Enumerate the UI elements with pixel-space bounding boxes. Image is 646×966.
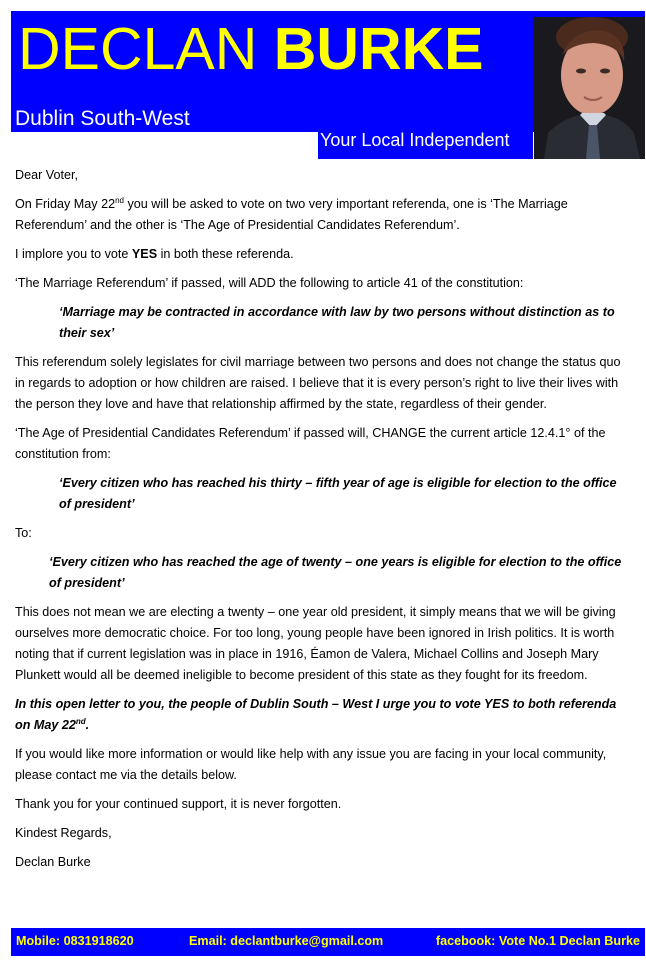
intro-sup: nd bbox=[115, 195, 124, 205]
paragraph-contact: If you would like more information or would like help with any issue you are facing in your local community, please contact me via the details below. bbox=[15, 747, 607, 782]
quote-marriage: ‘Marriage may be contracted in accordance with law by two persons without distinction as to their sex’ bbox=[59, 305, 615, 340]
email-address[interactable]: Email: declantburke@gmail.com bbox=[189, 934, 384, 948]
appeal-text-a: In this open letter to you, the people of Dublin South – West I urge you to vote YES to both referenda on May 22 bbox=[15, 697, 617, 732]
paragraph-intro bbox=[15, 194, 627, 236]
letter-body bbox=[15, 165, 627, 873]
paragraph-appeal bbox=[15, 694, 627, 736]
intro-text-b: you will be asked to vote on two very important referenda, one is ‘The Marriage Referendum’ and the other is ‘The Age of Presidential Candidates Referendum’. bbox=[15, 197, 568, 232]
candidate-name bbox=[18, 17, 484, 81]
paragraph-age-intro: ‘The Age of Presidential Candidates Referendum’ if passed will, CHANGE the current article 12.4.1° of the constitution from: bbox=[15, 426, 606, 461]
constituency: Dublin South-West bbox=[15, 107, 190, 130]
to-label: To: bbox=[15, 526, 32, 540]
appeal-text-b: . bbox=[85, 718, 90, 732]
quote-age-current: ‘Every citizen who has reached his thirty – fifth year of age is eligible for election to the office of president’ bbox=[59, 476, 617, 511]
paragraph-age-explain: This does not mean we are electing a twenty – one year old president, it simply means that we will be giving ourselves more democratic choice. For too long, young people have been ignored in Irish politics. It is worth noting that if current legislation was in place in 1916, Éamon de Valera, Michael Collins and Joseph Mary Plunkett would all be deemed ineligible to become president of this state as they fought for its freedom. bbox=[15, 605, 616, 682]
facebook-page[interactable]: facebook: Vote No.1 Declan Burke bbox=[435, 934, 640, 948]
last-name: BURKE bbox=[273, 16, 484, 82]
implore-yes: YES bbox=[131, 247, 158, 261]
signature: Declan Burke bbox=[15, 855, 91, 869]
contact-footer bbox=[11, 928, 645, 956]
paragraph-implore bbox=[15, 244, 627, 265]
quote-age-new: ‘Every citizen who has reached the age of twenty – one years is eligible for election to the office of president’ bbox=[49, 555, 622, 590]
first-name: DECLAN bbox=[18, 16, 258, 82]
appeal-sup: nd bbox=[75, 716, 86, 726]
implore-text-a: I implore you to vote bbox=[15, 247, 132, 261]
candidate-photo bbox=[534, 17, 645, 159]
header bbox=[11, 11, 645, 159]
paragraph-marriage-intro: ‘The Marriage Referendum’ if passed, will ADD the following to article 41 of the constitution: bbox=[15, 276, 524, 290]
signoff: Kindest Regards, bbox=[15, 826, 112, 840]
mobile-number: Mobile: 0831918620 bbox=[16, 934, 134, 948]
paragraph-marriage-explain: This referendum solely legislates for civil marriage between two persons and does not change the status quo in regards to adoption or how children are raised. I believe that it is every person’s right to live their lives with the person they love and have that relationship affirmed by the state, regardless of their gender. bbox=[15, 355, 621, 411]
intro-text-a: On Friday May 22 bbox=[15, 197, 116, 211]
portrait-image bbox=[534, 17, 645, 159]
tagline: Your Local Independent bbox=[320, 130, 510, 150]
paragraph-thanks: Thank you for your continued support, it is never forgotten. bbox=[15, 797, 342, 811]
implore-text-b: in both these referenda. bbox=[157, 247, 294, 261]
greeting: Dear Voter, bbox=[15, 168, 79, 182]
